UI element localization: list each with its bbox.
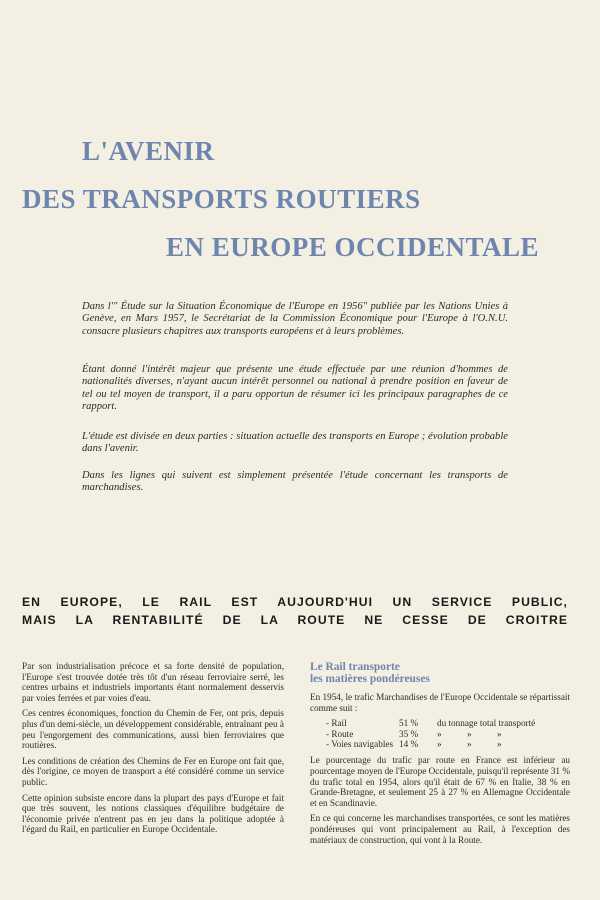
intro-paragraph-4: Dans les lignes qui suivent est simplement présentée l'étude concernant les transports de marchandises. (82, 470, 508, 494)
ditto-mark: » (437, 728, 442, 739)
subsection-title-line-1: Le Rail transporte (310, 661, 400, 673)
ditto-mark: » (467, 728, 472, 739)
mode-percent: 51 % (399, 718, 419, 729)
title-line-1: L'AVENIR (82, 136, 215, 166)
left-paragraph-4: Cette opinion subsiste encore dans la plupart des pays d'Europe et fait que très souvent, les notions classiques d'équilibre budgétaire de l'économie privée n'entrent pas en jeu dans la politique adoptée à l'égard du Rail, en particulier en Europe Occidentale. (22, 792, 284, 835)
mode-percent: 14 % (399, 739, 419, 749)
traffic-share-table (326, 718, 535, 749)
left-column (22, 661, 284, 840)
mode-note: du tonnage total transporté (437, 718, 536, 729)
ditto-mark: » (497, 728, 502, 739)
left-paragraph-1: Par son industrialisation précoce et sa forte densité de population, l'Europe s'est trouvée dotée très tôt d'un réseau ferroviaire serré, les centres urbains et industriels importants étant normalement desservis par voies ferrées et par voies d'eau. (22, 661, 284, 703)
right-column (310, 661, 570, 850)
right-paragraph-3: En ce qui concerne les marchandises transportées, ce sont les matières pondéreuses qui vont principalement au Rail, à l'exception des matériaux de construction, qui vont à la Route. (310, 813, 570, 845)
subsection-title-line-2: les matières pondéreuses (310, 673, 430, 685)
left-paragraph-2: Ces centres économiques, fonction du Chemin de Fer, ont pris, depuis plus d'un demi-siècle, un développement considérable, entraînant peu à peu l'engorgement des communications, aussi bien ferroviaires que routières. (22, 708, 284, 751)
title-line-3: EN EUROPE OCCIDENTALE (166, 232, 540, 262)
mode-label: - Voies navigables (326, 739, 394, 749)
section-headline-line-2: MAIS LA RENTABILITÉ DE LA ROUTE NE CESSE DE CROITRE (22, 613, 568, 627)
table-row (326, 718, 535, 728)
ditto-marks (437, 739, 535, 749)
ditto-mark: » (497, 739, 502, 749)
section-headline-line-1: EN EUROPE, LE RAIL EST AUJOURD'HUI UN SERVICE PUBLIC, (22, 595, 568, 609)
mode-label: - Route (326, 728, 354, 739)
ditto-mark: » (437, 739, 442, 749)
mode-label: - Rail (326, 718, 347, 729)
subsection-title (310, 661, 570, 685)
table-row (326, 739, 535, 749)
mode-percent: 35 % (399, 728, 419, 739)
intro-paragraph-3: L'étude est divisée en deux parties : situation actuelle des transports en Europe ; évolution probable dans l'avenir. (82, 431, 508, 455)
left-paragraph-3: Les conditions de création des Chemins de Fer en Europe ont fait que, dès l'origine, ce moyen de transport a été considéré comme un service public. (22, 755, 284, 787)
intro-paragraph-1: Dans l'" Étude sur la Situation Économique de l'Europe en 1956" publiée par les Nations Unies à Genève, en Mars 1957, le Secrétariat de la Commission Économique pour l'Europe à l'O.N.U. consacre plusieurs chapitres aux transports européens et à leurs problèmes. (82, 301, 508, 337)
right-paragraph-2: Le pourcentage du trafic par route en France est inférieur au pourcentage moyen de l'Europe Occidentale, puisqu'il représente 31 % du trafic total en 1954, alors qu'il était de 67 % en Italie, 38 % en Grande-Bretagne, et seulement 25 à 27 % en Allemagne Occidentale et en Scandinavie. (310, 755, 570, 808)
table-row (326, 729, 535, 739)
ditto-mark: » (467, 739, 472, 749)
ditto-marks (437, 729, 535, 739)
right-paragraph-1: En 1954, le trafic Marchandises de l'Europe Occidentale se répartissait comme suit : (310, 692, 570, 713)
intro-paragraph-2: Étant donné l'intérêt majeur que présente une étude effectuée par une réunion d'hommes de nationalités diverses, n'ayant aucun intérêt personnel ou national à prendre position en faveur de tel ou tel moyen de transport, il a paru opportun de résumer ici les principaux paragraphes de ce rapport. (82, 364, 508, 413)
title-line-2: DES TRANSPORTS ROUTIERS (22, 184, 421, 214)
